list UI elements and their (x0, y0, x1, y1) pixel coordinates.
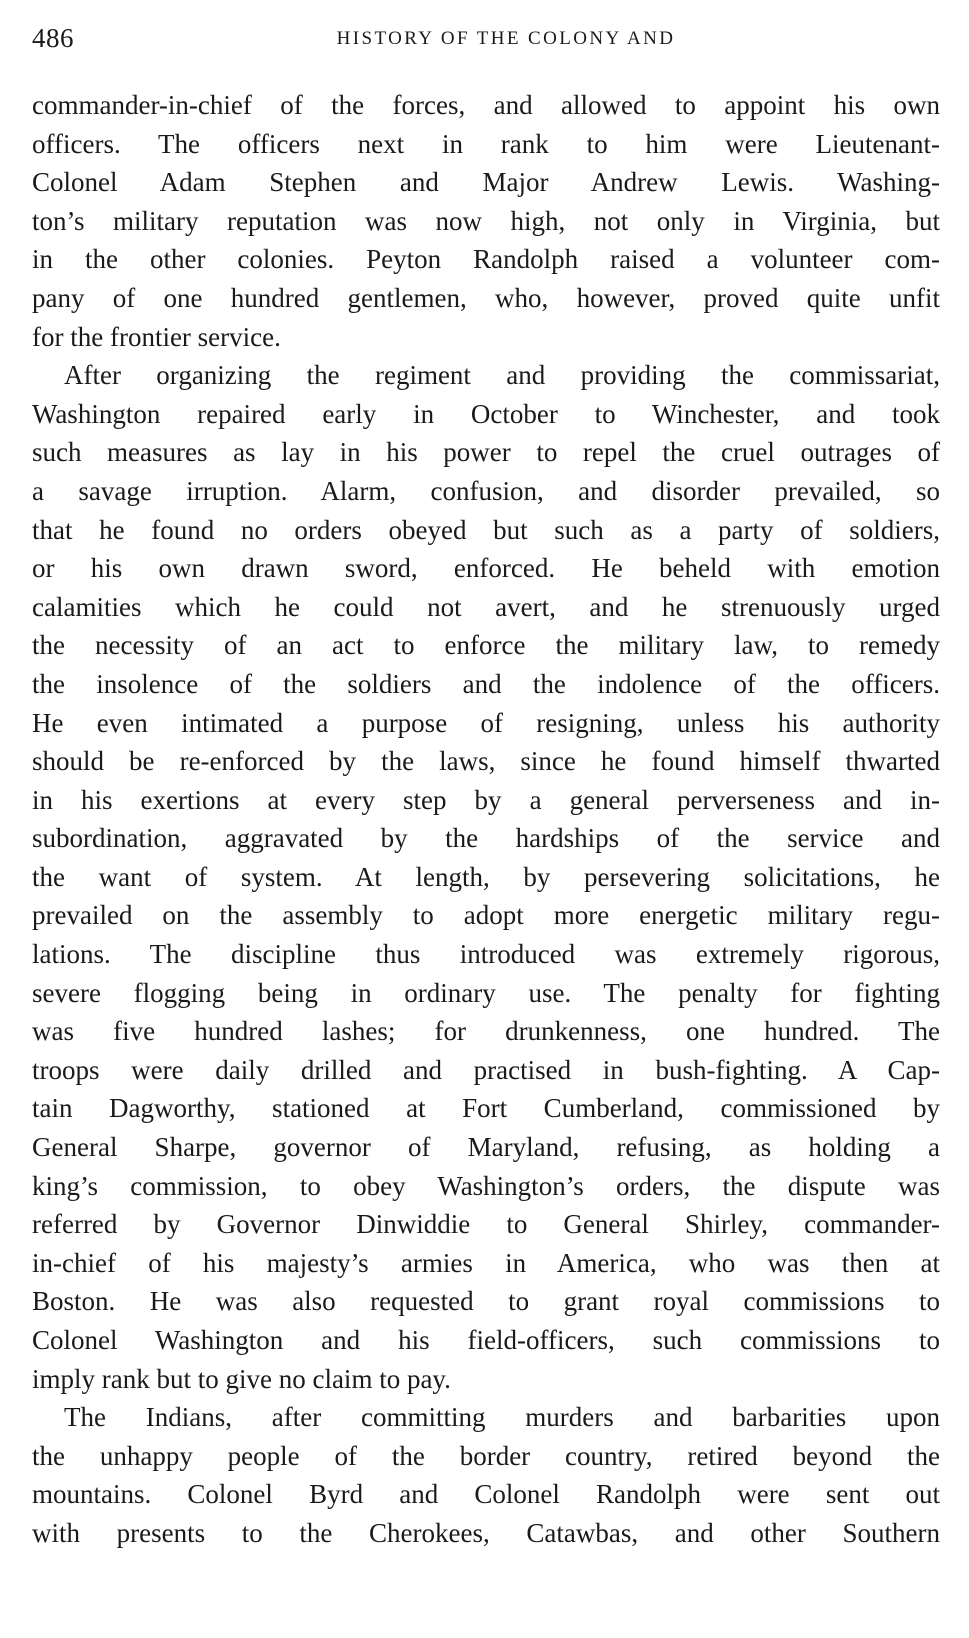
text-line: the want of system. At length, by persevering solicitations, he (32, 861, 940, 892)
text-line: with presents to the Cherokees, Catawbas, and other Southern (32, 1517, 940, 1548)
text-line: imply rank but to give no claim to pay. (32, 1363, 451, 1394)
text-line: was five hundred lashes; for drunkenness, one hundred. The (32, 1016, 940, 1047)
text-line: Washington repaired early in October to Winchester, and took (32, 398, 940, 429)
text-line: referred by Governor Dinwiddie to General Shirley, commander- (32, 1209, 940, 1240)
text-line: He even intimated a purpose of resigning, unless his authority (32, 707, 940, 738)
text-line: troops were daily drilled and practised in bush-fighting. A Cap- (32, 1054, 940, 1085)
paragraph (32, 1398, 940, 1552)
text-line: tain Dagworthy, stationed at Fort Cumberland, commissioned by (32, 1093, 940, 1124)
text-line: Boston. He was also requested to grant royal commissions to (32, 1286, 940, 1317)
text-line: should be re-enforced by the laws, since he found himself thwarted (32, 746, 940, 777)
body-text (32, 86, 940, 1553)
text-line: such measures as lay in his power to repel the cruel outrages of (32, 437, 940, 468)
text-line: The Indians, after committing murders and barbarities upon (64, 1402, 940, 1433)
text-line: ton’s military reputation was now high, not only in Virginia, but (32, 205, 940, 236)
text-line: a savage irruption. Alarm, confusion, and disorder prevailed, so (32, 475, 940, 506)
text-line: lations. The discipline thus introduced was extremely rigorous, (32, 939, 940, 970)
text-line: the insolence of the soldiers and the indolence of the officers. (32, 668, 940, 699)
text-line: in his exertions at every step by a general perverseness and in- (32, 784, 940, 815)
text-line: calamities which he could not avert, and he strenuously urged (32, 591, 940, 622)
text-line: officers. The officers next in rank to him were Lieutenant- (32, 128, 940, 159)
text-line: in the other colonies. Peyton Randolph raised a volunteer com- (32, 244, 940, 275)
text-line: pany of one hundred gentlemen, who, however, proved quite unfit (32, 282, 940, 313)
text-line: prevailed on the assembly to adopt more energetic military regu- (32, 900, 940, 931)
text-line: for the frontier service. (32, 321, 281, 352)
text-line: that he found no orders obeyed but such as a party of soldiers, (32, 514, 940, 545)
text-line: subordination, aggravated by the hardships of the service and (32, 823, 940, 854)
running-head (32, 20, 940, 56)
text-line: or his own drawn sword, enforced. He beheld with emotion (32, 553, 940, 584)
text-line: General Sharpe, governor of Maryland, refusing, as holding a (32, 1132, 940, 1163)
paragraph (32, 356, 940, 1398)
running-title: HISTORY OF THE COLONY AND (336, 28, 676, 49)
text-line: mountains. Colonel Byrd and Colonel Randolph were sent out (32, 1479, 940, 1510)
text-line: king’s commission, to obey Washington’s orders, the dispute was (32, 1170, 940, 1201)
text-line: the necessity of an act to enforce the military law, to remedy (32, 630, 940, 661)
text-line: Colonel Adam Stephen and Major Andrew Lewis. Washing- (32, 167, 940, 198)
text-line: Colonel Washington and his field-officers, such commissions to (32, 1325, 940, 1355)
page-number: 486 (32, 23, 74, 53)
text-line: the unhappy people of the border country, retired beyond the (32, 1440, 940, 1471)
text-line: in-chief of his majesty’s armies in America, who was then at (32, 1247, 940, 1278)
text-line: After organizing the regiment and providing the commissariat, (64, 360, 940, 391)
text-line: severe flogging being in ordinary use. The penalty for fighting (32, 977, 940, 1008)
text-line: commander-in-chief of the forces, and allowed to appoint his own (32, 90, 940, 120)
paragraph (32, 86, 940, 356)
